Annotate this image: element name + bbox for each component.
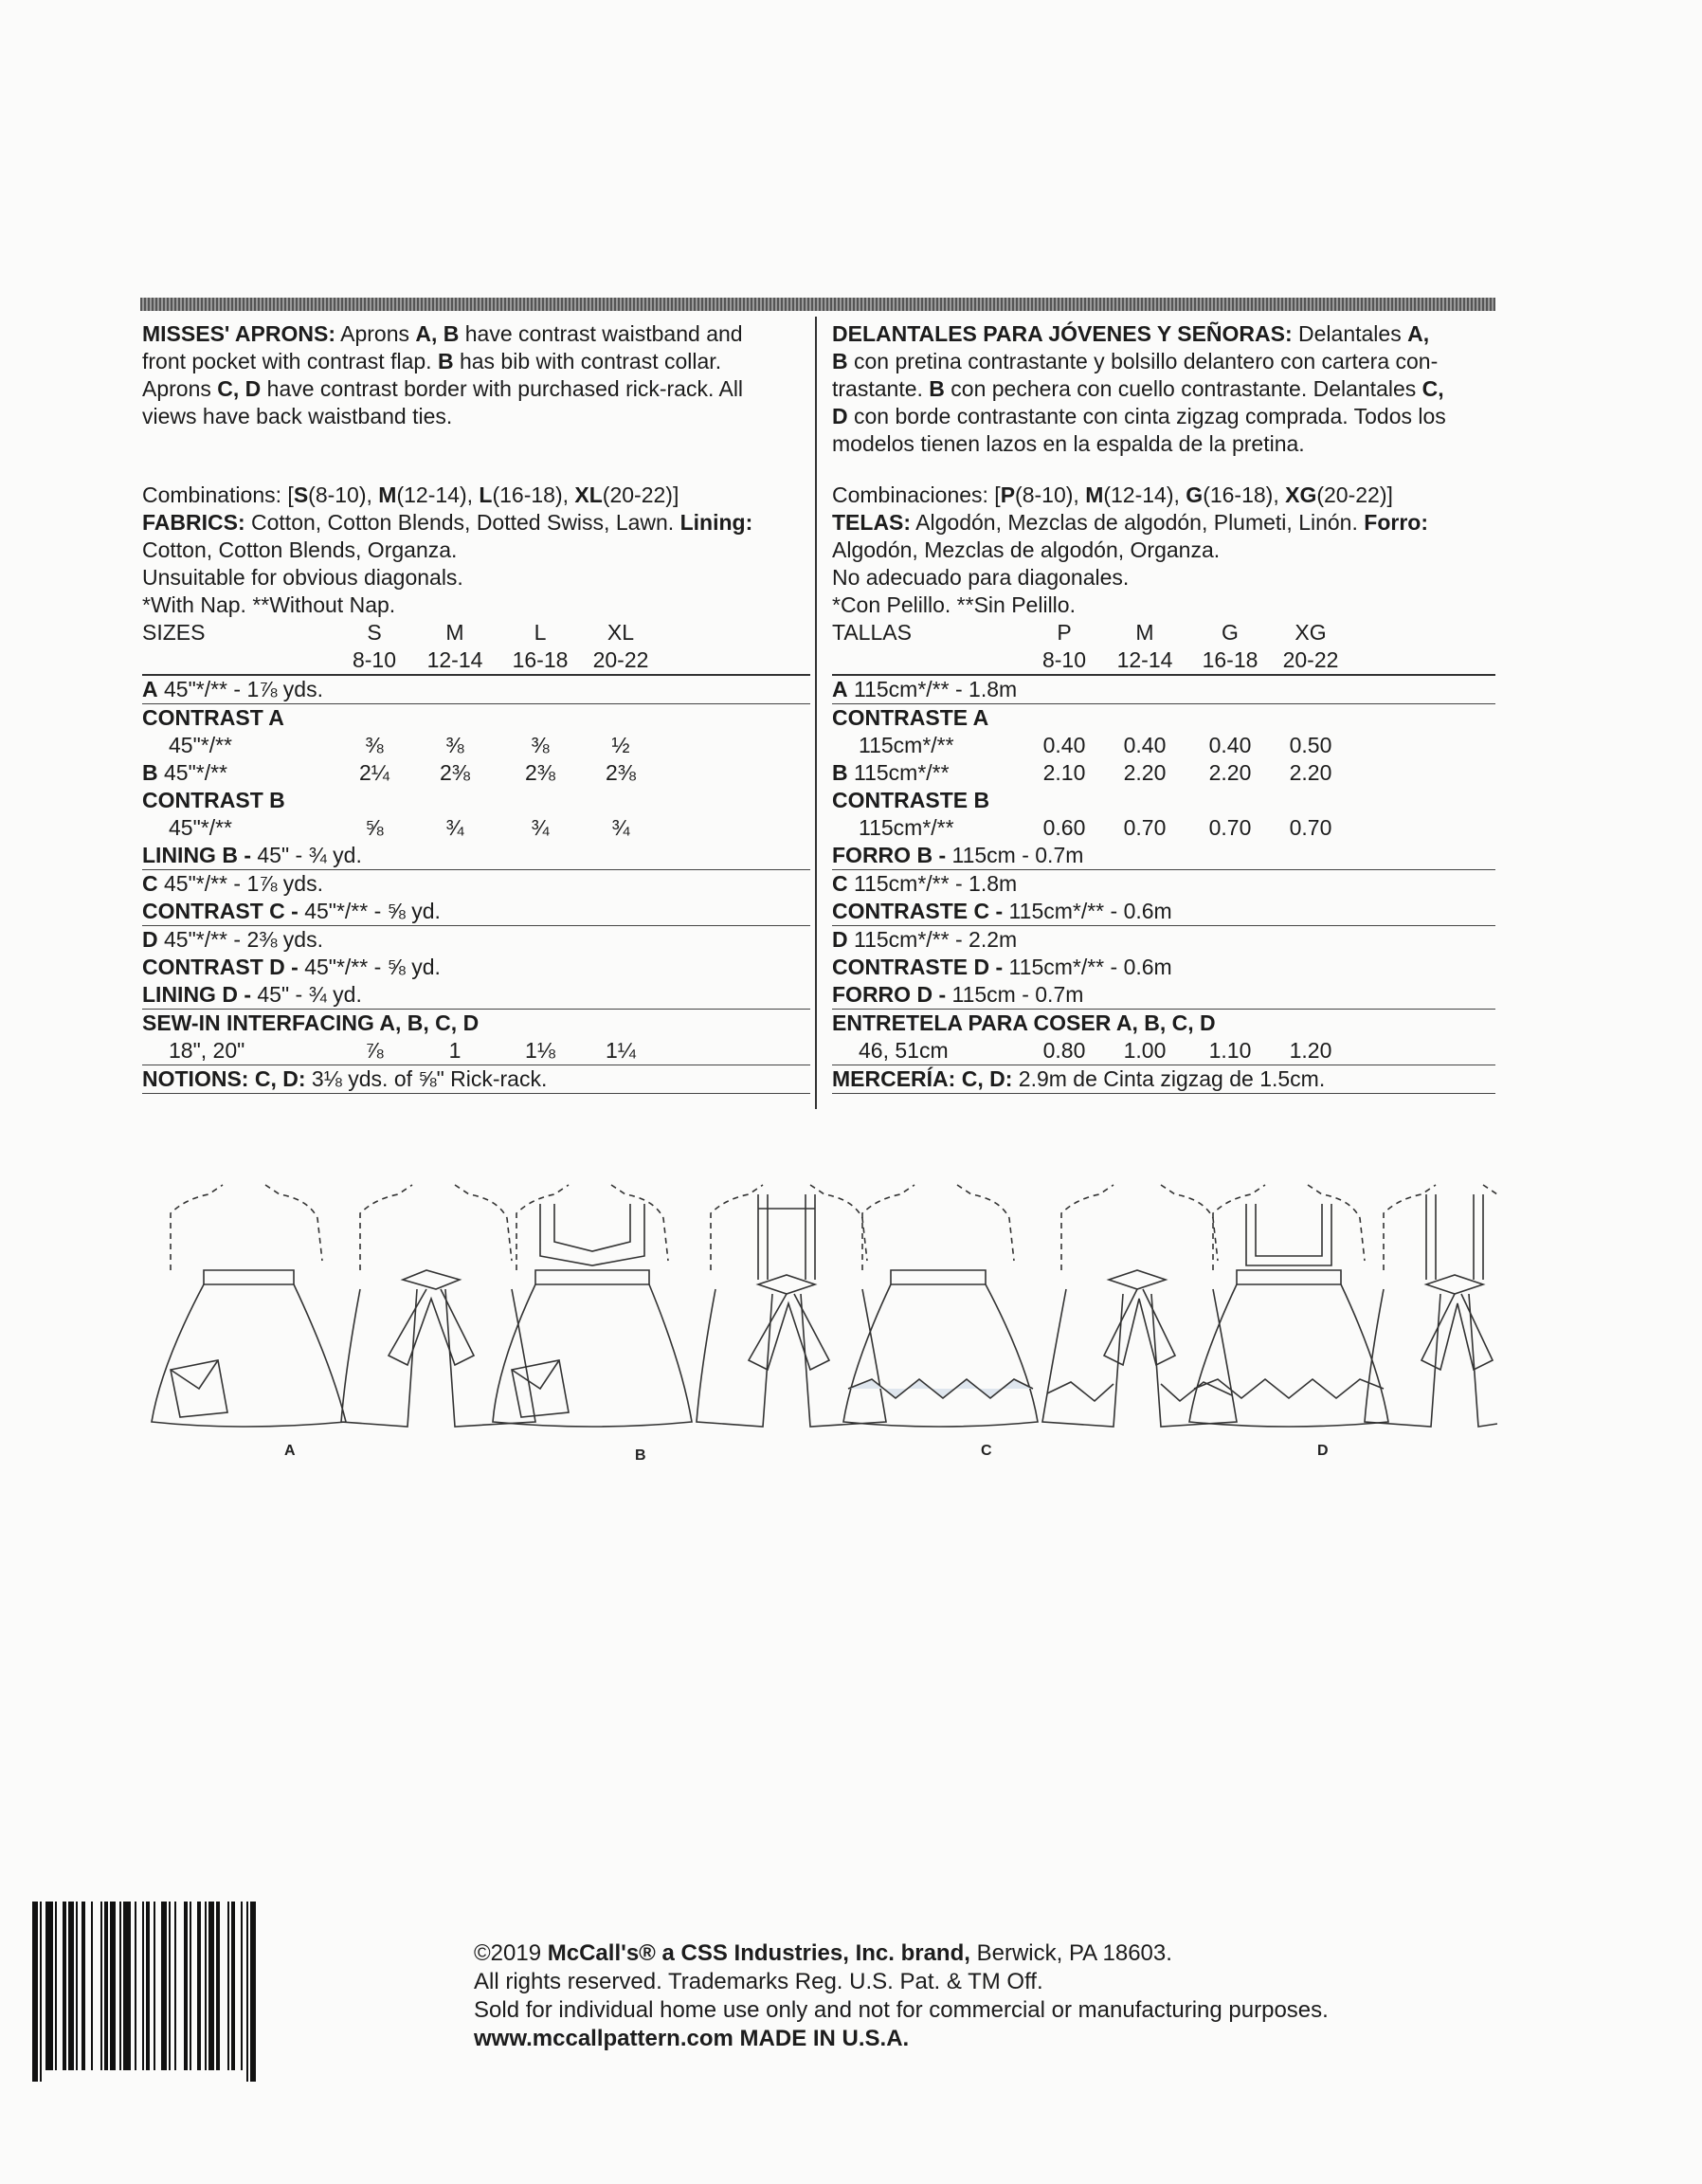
yardage-row: D 115cm*/** - 2.2m (832, 927, 1018, 952)
barcode-bar (142, 1902, 144, 2070)
yardage-row: CONTRAST D - 45"*/** - ⅝ yd. (142, 955, 441, 979)
size-range: 16-18 (1202, 647, 1258, 672)
yardage-row: SEW-IN INTERFACING A, B, C, D (142, 1010, 480, 1035)
text-line: modelos tienen lazos en la espalda de la pretina. (832, 431, 1305, 456)
text-line: FABRICS: Cotton, Cotton Blends, Dotted Swiss, Lawn. Lining: (142, 510, 753, 535)
yardage-value: 2.20 (1289, 760, 1332, 785)
barcode-bar (68, 1902, 74, 2070)
view-d-back (1365, 1185, 1497, 1427)
sizes-header-row (832, 619, 1495, 646)
text-line: All rights reserved. Trademarks Reg. U.S. Pat. & TM Off. (474, 1969, 1043, 1994)
barcode-bar (146, 1902, 150, 2070)
description-en (142, 320, 810, 482)
sizes-range-row (142, 646, 810, 676)
yardage-row: CONTRASTE B (832, 788, 990, 812)
view-label-b: B (635, 1447, 646, 1460)
text-line: trastante. B con pechera con cuello contrastante. Delantales C, (832, 376, 1444, 401)
barcode-bar (32, 1902, 38, 2082)
barcode-bar (104, 1902, 108, 2070)
apron-illustrations (142, 1175, 1497, 1460)
yardage-row: ENTRETELA PARA COSER A, B, C, D (832, 1010, 1216, 1035)
yardage-row: B 115cm*/** 2.10 2.20 2.20 2.20 (832, 759, 1495, 787)
yardage-value: 0.80 (1042, 1038, 1086, 1063)
sizes-label: TALLAS (832, 620, 912, 645)
barcode-bar (100, 1902, 102, 2070)
yardage-value: 0.50 (1289, 733, 1332, 757)
barcode-bar (241, 1902, 243, 2070)
spanish-column (832, 320, 1495, 1094)
view-a-front (152, 1185, 346, 1427)
yardage-value: 2.20 (1208, 760, 1252, 785)
text-line: front pocket with contrast flap. B has bib with contrast collar. (142, 349, 722, 373)
size-code: G (1222, 620, 1239, 645)
yardage-row: 115cm*/** 0.60 0.70 0.70 0.70 (832, 814, 1495, 842)
yardage-row: CONTRASTE A (832, 705, 989, 730)
view-b-front (493, 1185, 692, 1427)
barcode-bar (227, 1902, 229, 2070)
barcode-bar (40, 1902, 42, 2082)
barcode-bar (190, 1902, 191, 2070)
text-line: ©2019 McCall's® a CSS Industries, Inc. brand, Berwick, PA 18603. (474, 1940, 1172, 1966)
yardage-row: LINING D - 45" - ¾ yd. (142, 981, 810, 1010)
yardage-value: ⅝ (365, 815, 384, 840)
view-c-front (843, 1185, 1038, 1427)
barcode-bar (110, 1902, 116, 2070)
yardage-row: C 45"*/** - 1⅞ yds. (142, 871, 323, 896)
text-line: *With Nap. **Without Nap. (142, 592, 396, 617)
yardage-row: D 45"*/** - 2⅜ yds. (142, 927, 323, 952)
barcode (28, 1902, 349, 2082)
yardage-row: CONTRASTE C - 115cm*/** - 0.6m (832, 898, 1495, 926)
yardage-value: 2⅜ (440, 760, 470, 785)
yardage-row: FORRO D - 115cm - 0.7m (832, 981, 1495, 1010)
yardage-value: ¾ (611, 815, 630, 840)
yardage-value: 0.40 (1123, 733, 1167, 757)
yardage-row: 45"*/** ⅜ ⅜ ⅜ ½ (142, 732, 810, 759)
yardage-row: NOTIONS: C, D: 3⅛ yds. of ⅝" Rick-rack. (142, 1065, 810, 1094)
barcode-bar (205, 1902, 207, 2070)
text-line: No adecuado para diagonales. (832, 565, 1130, 590)
text-line: Aprons C, D have contrast border with purchased rick-rack. All (142, 376, 744, 401)
text-line: DELANTALES PARA JÓVENES Y SEÑORAS: Delantales A, (832, 321, 1430, 346)
upc-digits (28, 2084, 94, 2110)
yardage-row: C 115cm*/** - 1.8m (832, 871, 1018, 896)
barcode-bar (246, 1902, 248, 2082)
size-code: S (367, 620, 382, 645)
combinations-en (142, 482, 810, 619)
sizes-header-row (142, 619, 810, 646)
yardage-row: CONTRAST A (142, 705, 284, 730)
yardage-row: 115cm*/** 0.40 0.40 0.40 0.50 (832, 732, 1495, 759)
yardage-row: 45"*/** ⅝ ¾ ¾ ¾ (142, 814, 810, 842)
yardage-value: 1.20 (1289, 1038, 1332, 1063)
yardage-value: ¾ (445, 815, 464, 840)
barcode-bar (250, 1902, 256, 2082)
yardage-value: 1.00 (1123, 1038, 1167, 1063)
view-d-front (1189, 1185, 1388, 1427)
yardage-value: 0.40 (1208, 733, 1252, 757)
yardage-row: MERCERÍA: C, D: 2.9m de Cinta zigzag de 1.5cm. (832, 1065, 1495, 1094)
yardage-value: 2.10 (1042, 760, 1086, 785)
yardage-value: ¾ (531, 815, 550, 840)
yardage-row: A 45"*/** - 1⅞ yds. (142, 676, 810, 704)
yardage-row: FORRO B - 115cm - 0.7m (832, 842, 1495, 870)
text-line: Cotton, Cotton Blends, Organza. (142, 537, 458, 562)
size-range: 8-10 (352, 647, 397, 672)
view-label-a: A (284, 1443, 296, 1459)
yardage-table-es (832, 619, 1495, 1094)
yardage-value: 0.70 (1123, 815, 1167, 840)
text-line: Sold for individual home use only and not for commercial or manufacturing purposes. (474, 1997, 1329, 2023)
yardage-row: CONTRAST B (142, 788, 285, 812)
english-column (142, 320, 810, 1094)
yardage-value: 2.20 (1123, 760, 1167, 785)
text-line: Unsuitable for obvious diagonals. (142, 565, 463, 590)
text-line: Algodón, Mezclas de algodón, Organza. (832, 537, 1221, 562)
text-line: views have back waistband ties. (142, 404, 453, 428)
yardage-value: ⅞ (365, 1038, 384, 1063)
barcode-bar (161, 1902, 167, 2070)
barcode-bar (216, 1902, 220, 2070)
yardage-table-en (142, 619, 810, 1094)
view-b-back (697, 1185, 886, 1427)
text-line: www.mccallpattern.com MADE IN U.S.A. (474, 2026, 910, 2051)
text-line: *Con Pelillo. **Sin Pelillo. (832, 592, 1076, 617)
sizes-range-row (832, 646, 1495, 676)
yardage-value: ⅜ (445, 733, 464, 757)
size-range: 12-14 (426, 647, 483, 672)
size-range: 20-22 (592, 647, 649, 672)
size-range: 12-14 (1116, 647, 1173, 672)
yardage-value: ⅜ (365, 733, 384, 757)
text-line: D con borde contrastante con cinta zigzag comprada. Todos los (832, 404, 1446, 428)
barcode-bar (135, 1902, 136, 2070)
combinations-es (832, 482, 1495, 619)
barcode-bar (184, 1902, 188, 2070)
column-divider (815, 317, 817, 1109)
yardage-value: 0.70 (1208, 815, 1252, 840)
barcode-bar (76, 1902, 78, 2070)
yardage-value: 2¼ (359, 760, 389, 785)
barcode-bar (231, 1902, 235, 2070)
yardage-row: 18", 20" ⅞ 1 1⅛ 1¼ (142, 1037, 810, 1065)
yardage-row: A 115cm*/** - 1.8m (832, 676, 1495, 704)
yardage-row: B 45"*/** 2¼ 2⅜ 2⅜ 2⅜ (142, 759, 810, 787)
text-line: B con pretina contrastante y bolsillo delantero con cartera con- (832, 349, 1439, 373)
size-code: XG (1295, 620, 1327, 645)
size-code: L (534, 620, 547, 645)
yardage-row: 46, 51cm 0.80 1.00 1.10 1.20 (832, 1037, 1495, 1065)
barcode-bar (55, 1902, 57, 2070)
yardage-value: 1⅛ (525, 1038, 555, 1063)
size-code: XL (607, 620, 635, 645)
barcode-bar (174, 1902, 176, 2070)
sizes-label: SIZES (142, 620, 206, 645)
text-line: MISSES' APRONS: Aprons A, B have contrast waistband and (142, 321, 743, 346)
yardage-row: CONTRASTE D - 115cm*/** - 0.6m (832, 955, 1172, 979)
view-c-back (1042, 1185, 1237, 1427)
size-range: 20-22 (1282, 647, 1339, 672)
size-code: M (445, 620, 464, 645)
yardage-value: 0.60 (1042, 815, 1086, 840)
barcode-bar (119, 1902, 121, 2070)
yardage-value: 1 (448, 1038, 462, 1063)
view-label-c: C (981, 1443, 992, 1459)
yardage-row: LINING B - 45" - ¾ yd. (142, 842, 810, 870)
yardage-value: 1.10 (1208, 1038, 1252, 1063)
size-range: 8-10 (1041, 647, 1087, 672)
barcode-bar (197, 1902, 201, 2070)
yardage-value: ⅜ (531, 733, 550, 757)
barcode-bar (208, 1902, 214, 2070)
text-line: Combinations: [S(8-10), M(12-14), L(16-18), XL(20-22)] (142, 482, 679, 507)
view-label-d: D (1317, 1443, 1329, 1459)
title-rule (140, 298, 1495, 311)
barcode-bar (123, 1902, 131, 2070)
barcode-bar (81, 1902, 85, 2070)
yardage-value: 2⅜ (525, 760, 555, 785)
size-code: M (1135, 620, 1154, 645)
yardage-row: CONTRAST C - 45"*/** - ⅝ yd. (142, 898, 810, 926)
yardage-value: 0.40 (1042, 733, 1086, 757)
barcode-bar (169, 1902, 171, 2070)
yardage-value: 1¼ (606, 1038, 636, 1063)
barcode-bar (91, 1902, 93, 2070)
copyright-block (474, 1939, 1329, 2053)
yardage-value: 0.70 (1289, 815, 1332, 840)
size-code: P (1057, 620, 1072, 645)
barcode-bar (63, 1902, 66, 2070)
barcode-bar (45, 1902, 53, 2070)
text-line: Combinaciones: [P(8-10), M(12-14), G(16-18), XG(20-22)] (832, 482, 1393, 507)
view-a-back (341, 1185, 535, 1427)
size-range: 16-18 (512, 647, 569, 672)
yardage-value: 2⅜ (606, 760, 636, 785)
text-line: TELAS: Algodón, Mezclas de algodón, Plumeti, Linón. Forro: (832, 510, 1428, 535)
barcode-bar (154, 1902, 155, 2070)
yardage-value: ½ (611, 733, 630, 757)
description-es (832, 320, 1495, 482)
